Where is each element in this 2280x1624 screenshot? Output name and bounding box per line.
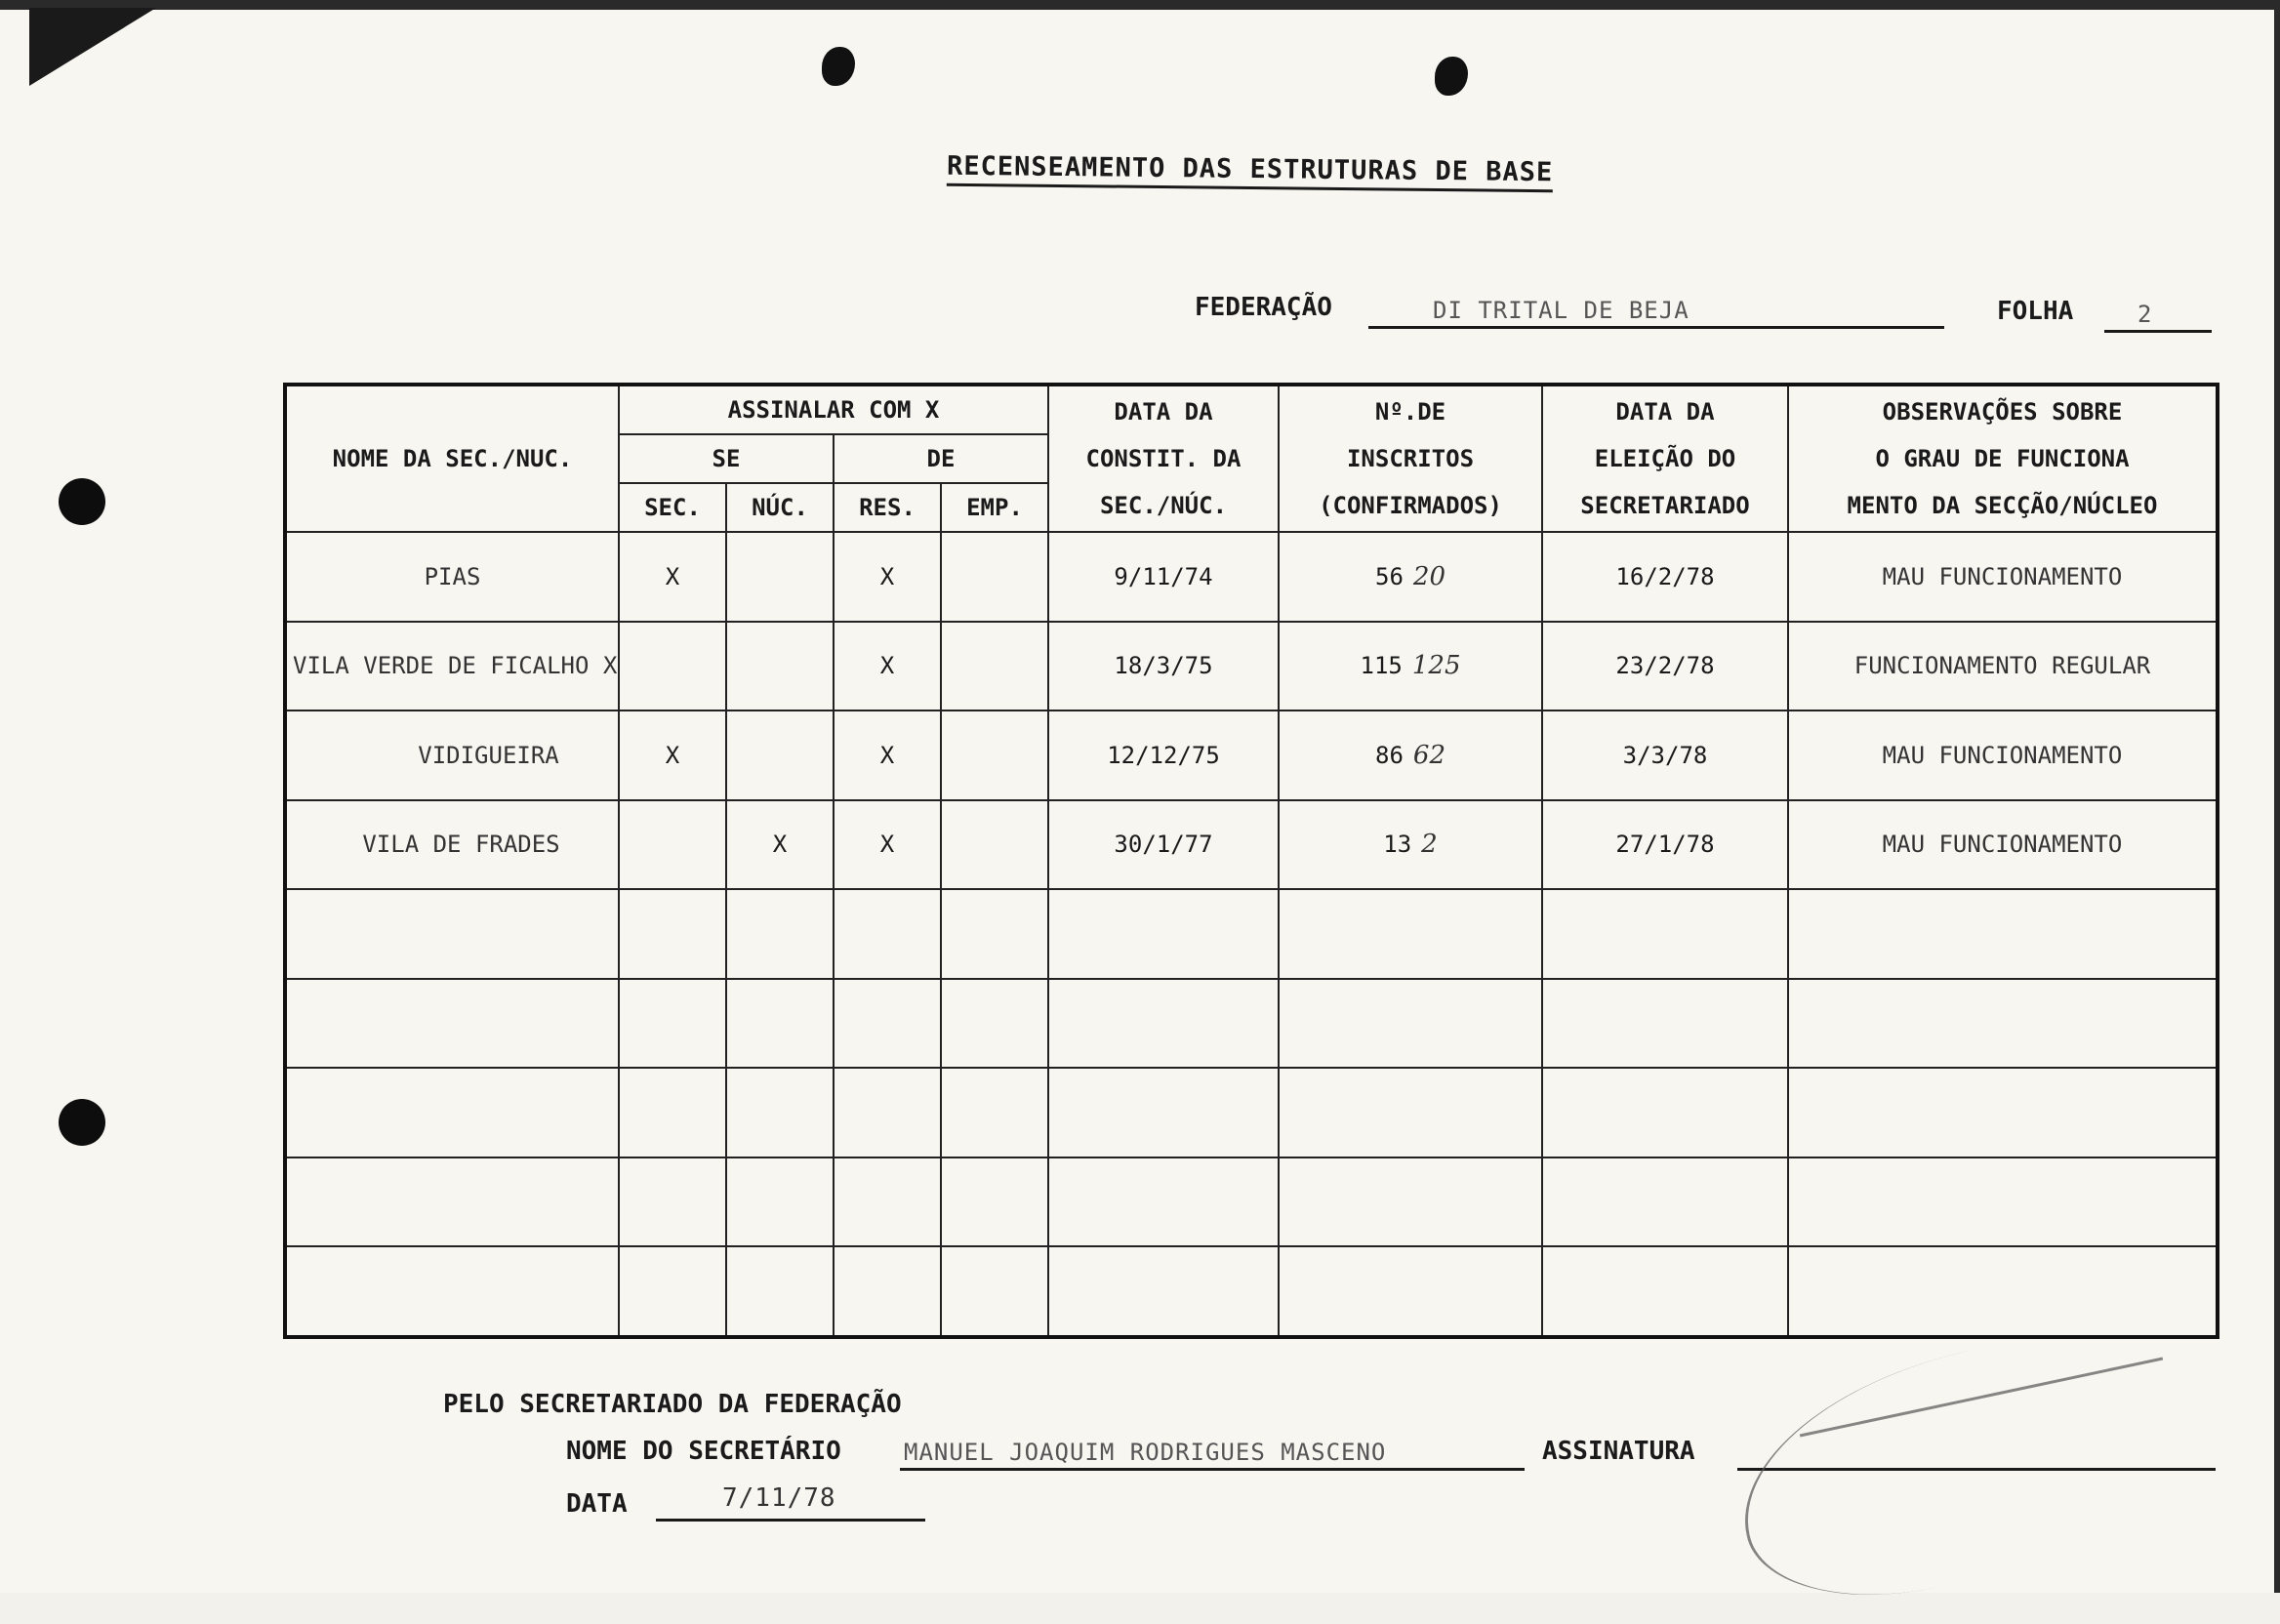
- empty-row: [285, 979, 2218, 1069]
- table-row: [285, 622, 2218, 711]
- header-inscritos-line1: Nº.DE: [1374, 398, 1446, 426]
- ink-blot: [1435, 57, 1468, 96]
- header-inscritos-line3: (CONFIRMADOS): [1319, 492, 1502, 519]
- data-value: 7/11/78: [722, 1483, 836, 1513]
- inscritos-handwritten: 2: [1421, 830, 1438, 860]
- cell-res: X: [834, 710, 941, 800]
- header-obs-line1: OBSERVAÇÕES SOBRE: [1882, 398, 2123, 426]
- header-eleicao-line3: SECRETARIADO: [1580, 492, 1750, 519]
- header-data-constit-line3: SEC./NÚC.: [1099, 492, 1228, 519]
- cell-sec: [619, 622, 726, 711]
- cell-emp: [941, 532, 1048, 622]
- header-se: SE: [619, 434, 834, 483]
- inscritos-typed: 13: [1383, 831, 1412, 859]
- cell-observacoes: MAU FUNCIONAMENTO: [1788, 532, 2218, 622]
- cell-inscritos: [1279, 710, 1542, 800]
- cell-data-constit: 12/12/75: [1048, 710, 1279, 800]
- data-label: DATA: [566, 1489, 628, 1519]
- scan-right-edge: [2274, 0, 2280, 1593]
- cell-observacoes: FUNCIONAMENTO REGULAR: [1788, 622, 2218, 711]
- header-data-constit-line2: CONSTIT. DA: [1085, 445, 1242, 472]
- cell-inscritos: [1279, 532, 1542, 622]
- cell-eleicao: 3/3/78: [1542, 710, 1788, 800]
- inscritos-typed: 86: [1375, 741, 1404, 769]
- inscritos-typed: 115: [1360, 652, 1403, 680]
- header-nuc: NÚC.: [726, 483, 834, 532]
- cell-nuc: [726, 622, 834, 711]
- table-row: [285, 800, 2218, 890]
- header-inscritos-line2: INSCRITOS: [1346, 445, 1475, 472]
- cell-res: X: [834, 800, 941, 890]
- header-inscritos: [1279, 385, 1542, 532]
- folha-value: 2: [2138, 301, 2153, 328]
- empty-row: [285, 889, 2218, 979]
- inscritos-handwritten: 125: [1411, 651, 1461, 681]
- pelo-secretariado-label: PELO SECRETARIADO DA FEDERAÇÃO: [443, 1390, 902, 1419]
- cell-res: X: [834, 622, 941, 711]
- page-title: RECENSEAMENTO DAS ESTRUTURAS DE BASE: [947, 151, 1554, 193]
- cell-eleicao: 27/1/78: [1542, 800, 1788, 890]
- cell-sec: X: [619, 532, 726, 622]
- ink-blot: [822, 47, 855, 86]
- cell-nuc: [726, 710, 834, 800]
- header-data-constit-line1: DATA DA: [1114, 398, 1213, 426]
- data-line: [656, 1519, 925, 1522]
- header-emp: EMP.: [941, 483, 1048, 532]
- cell-sec: X: [619, 710, 726, 800]
- federacao-line: [1368, 326, 1944, 329]
- cell-res: X: [834, 532, 941, 622]
- cell-inscritos: [1279, 622, 1542, 711]
- header-obs-line3: MENTO DA SECÇÃO/NÚCLEO: [1847, 492, 2158, 519]
- cell-eleicao: 16/2/78: [1542, 532, 1788, 622]
- header-res: RES.: [834, 483, 941, 532]
- signature-mark: [1719, 1314, 2188, 1623]
- cell-nuc: [726, 532, 834, 622]
- cell-data-constit: 18/3/75: [1048, 622, 1279, 711]
- cell-nome: VILA DE FRADES: [285, 800, 619, 890]
- inscritos-handwritten: 20: [1412, 561, 1445, 591]
- census-table: [283, 383, 2219, 1339]
- assinatura-label: ASSINATURA: [1542, 1437, 1695, 1466]
- empty-row: [285, 1157, 2218, 1247]
- inscritos-typed: 56: [1375, 562, 1404, 590]
- nome-secretario-value: MANUEL JOAQUIM RODRIGUES MASCENO: [904, 1439, 1387, 1466]
- table-row: [285, 710, 2218, 800]
- nome-secretario-line: [900, 1468, 1525, 1471]
- folded-corner: [29, 8, 156, 86]
- cell-data-constit: 9/11/74: [1048, 532, 1279, 622]
- folha-label: FOLHA: [1997, 297, 2074, 326]
- cell-nome: VILA VERDE DE FICALHO X: [285, 622, 619, 711]
- header-nome: NOME DA SEC./NUC.: [285, 385, 619, 532]
- cell-nome: PIAS: [285, 532, 619, 622]
- cell-eleicao: 23/2/78: [1542, 622, 1788, 711]
- cell-data-constit: 30/1/77: [1048, 800, 1279, 890]
- cell-emp: [941, 710, 1048, 800]
- cell-nome: VIDIGUEIRA: [285, 710, 619, 800]
- punch-hole: [59, 1099, 105, 1146]
- scan-top-edge: [0, 0, 2280, 10]
- cell-sec: [619, 800, 726, 890]
- header-de: DE: [834, 434, 1048, 483]
- cell-emp: [941, 622, 1048, 711]
- cell-emp: [941, 800, 1048, 890]
- federacao-label: FEDERAÇÃO: [1195, 293, 1332, 322]
- table-row: [285, 532, 2218, 622]
- header-eleicao-line1: DATA DA: [1615, 398, 1715, 426]
- punch-hole: [59, 478, 105, 525]
- inscritos-handwritten: 62: [1412, 740, 1445, 770]
- federacao-value: DI TRITAL DE BEJA: [1433, 297, 1690, 324]
- header-assinalar: ASSINALAR COM X: [619, 385, 1048, 434]
- header-observacoes: [1788, 385, 2218, 532]
- header-obs-line2: O GRAU DE FUNCIONA: [1875, 445, 2130, 472]
- cell-inscritos: [1279, 800, 1542, 890]
- header-sec: SEC.: [619, 483, 726, 532]
- header-data-constit: [1048, 385, 1279, 532]
- header-eleicao: [1542, 385, 1788, 532]
- empty-row: [285, 1246, 2218, 1337]
- cell-observacoes: MAU FUNCIONAMENTO: [1788, 800, 2218, 890]
- folha-line: [2104, 330, 2212, 333]
- cell-observacoes: MAU FUNCIONAMENTO: [1788, 710, 2218, 800]
- empty-row: [285, 1068, 2218, 1157]
- nome-secretario-label: NOME DO SECRETÁRIO: [566, 1437, 841, 1466]
- header-eleicao-line2: ELEIÇÃO DO: [1594, 445, 1736, 472]
- cell-nuc: X: [726, 800, 834, 890]
